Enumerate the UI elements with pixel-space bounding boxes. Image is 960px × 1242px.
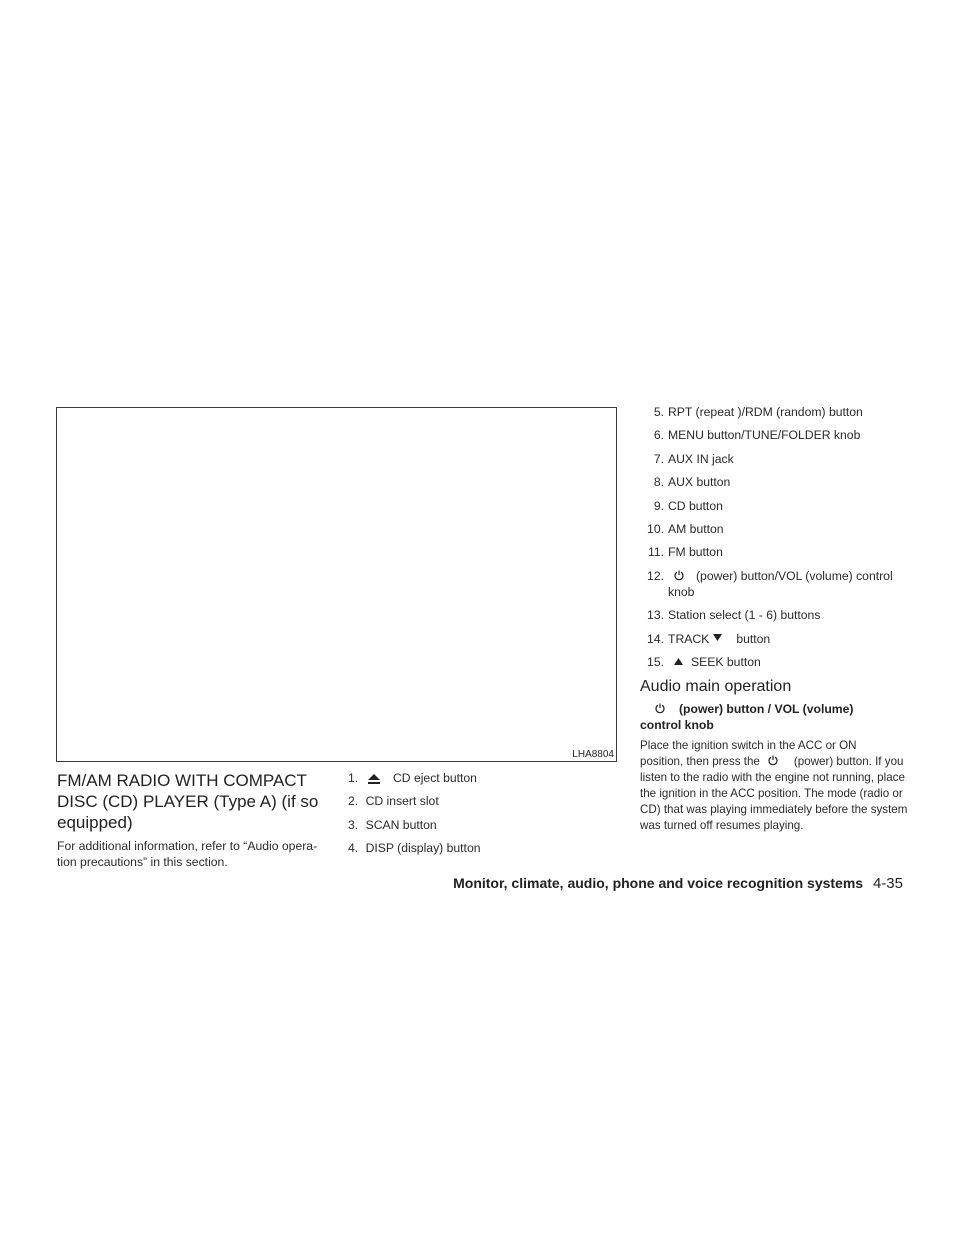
power-icon	[655, 703, 665, 714]
figure-frame	[56, 407, 617, 762]
list-item: 6. MENU button/TUNE/FOLDER knob	[653, 428, 861, 443]
footer-section-title: Monitor, climate, audio, phone and voice recognition systems	[453, 875, 864, 891]
page-number: 4-35	[872, 875, 903, 892]
figure-id-label: LHA8804	[572, 749, 614, 760]
column-intro	[57, 770, 332, 870]
list-item: 7. AUX IN jack	[653, 451, 734, 466]
list-item: 14. TRACK button	[647, 631, 771, 646]
column-parts-list-2	[640, 404, 915, 834]
list-item: 13. Station select (1 - 6) buttons	[647, 608, 821, 623]
list-item: 10. AM button	[647, 521, 724, 536]
intro-text: For additional information, refer to “Audio opera- tion precautions” in this section.	[57, 839, 318, 869]
page-footer	[453, 875, 903, 892]
column-parts-list-1	[348, 770, 623, 864]
list-item: 11. FM button	[647, 545, 723, 560]
list-item: 4. DISP (display) button	[348, 841, 481, 856]
power-icon	[768, 755, 778, 766]
down-arrow-icon	[713, 634, 722, 641]
list-item: 5. RPT (repeat )/RDM (random) button	[653, 405, 863, 419]
operation-paragraph: Place the ignition switch in the ACC or ON position, then press the (power) button. If you listen to the radio with the engine not running, place the ignition in the ACC position. The mode (radio or CD) that was playing immediately before the system was turned off resumes playing.	[640, 739, 908, 833]
list-item: 2. CD insert slot	[348, 794, 439, 809]
power-icon	[674, 570, 684, 581]
list-item: 9. CD button	[653, 498, 723, 513]
subheading: Audio main operation	[640, 678, 792, 696]
list-item: 12. (power) button/VOL (volume) control knob	[647, 568, 893, 599]
list-item: 15. SEEK button	[647, 654, 761, 669]
up-arrow-icon	[674, 658, 683, 665]
eject-icon	[368, 774, 380, 784]
power-knob-heading: (power) button / VOL (volume) control knob	[640, 702, 854, 733]
list-item: 8. AUX button	[653, 475, 731, 490]
list-item: 3. SCAN button	[348, 817, 437, 832]
section-heading: FM/AM RADIO WITH COMPACT DISC (CD) PLAYER (Type A) (if so equipped)	[57, 771, 319, 832]
list-item: 1. CD eject button	[348, 771, 477, 785]
